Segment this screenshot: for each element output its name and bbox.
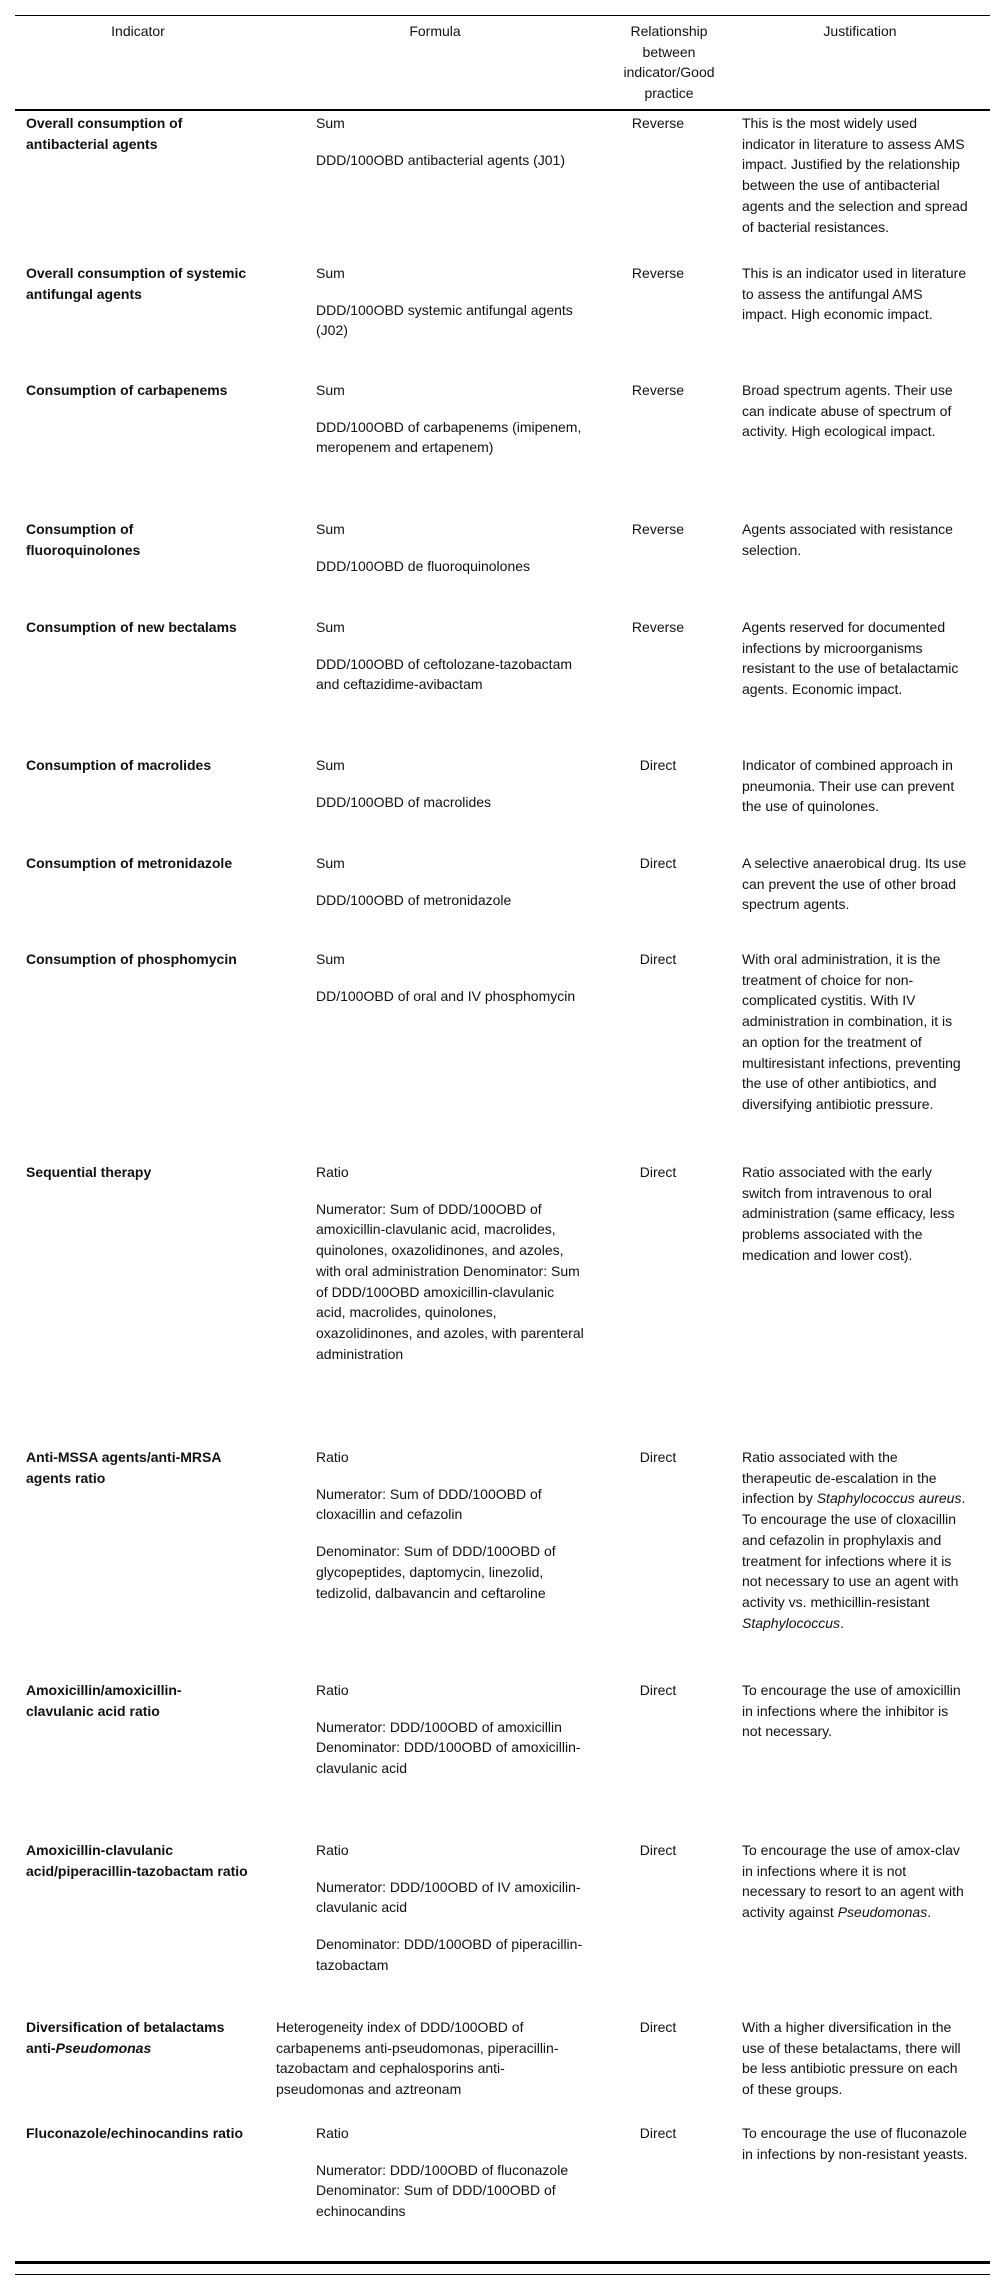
header-justification: Justification <box>823 23 897 39</box>
table-top-rule <box>15 15 990 16</box>
justification-text: To encourage the use of fluconazole in infections by non-resistant yeasts. <box>742 2125 968 2162</box>
relationship-cell: Reverse <box>631 265 685 281</box>
justification-text: Agents reserved for documented infections by microorganisms resistant to the use of betalactamic agents. Economic impact. <box>742 619 959 698</box>
justification-text: . <box>840 1614 844 1631</box>
relationship-cell: Direct <box>639 2125 677 2141</box>
justification-paragraph <box>742 519 970 560</box>
justification-paragraph <box>742 263 970 325</box>
indicator-text: Pseudomonas <box>55 2039 152 2056</box>
justification-text: Indicator of combined approach in pneumonia. Their use can prevent the use of quinolones. <box>742 757 955 815</box>
table-bottom-rule-thin <box>15 2274 990 2275</box>
formula-paragraph: DDD/100OBD of carbapenems (imipenem, meropenem and ertapenem) <box>316 418 582 456</box>
relationship-cell: Reverse <box>631 521 685 537</box>
formula-paragraph: DDD/100OBD of ceftolozane-tazobactam and ceftazidime-avibactam <box>316 655 573 693</box>
indicator-text: Fluconazole/echinocandins ratio <box>26 2125 244 2141</box>
indicator-cell <box>26 263 248 304</box>
indicator-cell <box>26 1840 248 1881</box>
indicator-text: Amoxicillin/amoxicillin-clavulanic acid ratio <box>26 1682 182 1719</box>
justification-text: A selective anaerobical drug. Its use can prevent the use of other broad spectrum agents. <box>742 855 967 913</box>
formula-paragraph: DDD/100OBD of macrolides <box>316 793 492 810</box>
indicator-text: Anti-MSSA agents/anti-MRSA agents ratio <box>26 1449 221 1486</box>
formula-paragraph: Numerator: DDD/100OBD of IV amoxicilin-clavulanic acid <box>316 1878 581 1916</box>
formula-paragraph: Heterogeneity index of DDD/100OBD of carbapenems anti-pseudomonas, piperacillin-tazobactam and cephalosporins anti-pseudomonas and aztreonam <box>276 2019 559 2098</box>
justification-cell <box>742 949 970 1115</box>
relationship-cell: Direct <box>639 1164 677 1180</box>
justification-text: Ratio associated with the early switch from intravenous to oral administration (same efficacy, less problems associated with the medication and lower cost). <box>742 1164 955 1263</box>
justification-paragraph <box>742 949 970 1115</box>
formula-paragraph: Sum <box>316 265 345 281</box>
formula-cell <box>316 1447 584 1603</box>
formula-cell <box>316 1680 584 1779</box>
justification-paragraph <box>742 1162 970 1266</box>
justification-text: This is an indicator used in literature to assess the antifungal AMS impact. High economic impact. <box>742 265 967 323</box>
justification-paragraph <box>742 853 970 915</box>
indicator-cell <box>26 380 248 401</box>
formula-paragraph: Numerator: DDD/100OBD of fluconazole Denominator: Sum of DDD/100OBD of echinocandins <box>316 2161 569 2220</box>
justification-paragraph <box>742 2123 970 2164</box>
formula-paragraph: Sum <box>316 115 345 131</box>
header-formula: Formula <box>409 23 461 39</box>
justification-text: This is the most widely used indicator in literature to assess AMS impact. Justified by the relationship between the use of antibacterial agents and the selection and spread of bacterial resistances. <box>742 115 968 235</box>
justification-cell <box>742 263 970 325</box>
formula-cell <box>316 853 584 910</box>
justification-cell <box>742 1840 970 1923</box>
justification-paragraph <box>742 2017 970 2100</box>
justification-paragraph <box>742 113 970 237</box>
indicator-cell <box>26 2017 248 2058</box>
relationship-cell: Direct <box>639 855 677 871</box>
justification-text: Staphylococcus aureus <box>816 1490 962 1507</box>
indicator-cell <box>26 1447 248 1488</box>
justification-paragraph <box>742 1680 970 1742</box>
formula-paragraph: DDD/100OBD antibacterial agents (J01) <box>316 151 566 168</box>
formula-paragraph: DDD/100OBD de fluoroquinolones <box>316 557 531 574</box>
indicator-text: Overall consumption of systemic antifungal agents <box>26 265 247 302</box>
indicator-cell <box>26 949 248 970</box>
indicator-cell <box>26 2123 248 2144</box>
formula-paragraph: Sum <box>316 951 345 967</box>
indicator-cell <box>26 755 248 776</box>
justification-text: . To encourage the use of cloxacillin and cefazolin in prophylaxis and treatment for infections where it is not necessary to use an agent with activity vs. methicillin-resistant <box>742 1490 966 1610</box>
justification-paragraph <box>742 1447 970 1633</box>
justification-paragraph <box>742 755 970 817</box>
formula-cell <box>316 755 584 812</box>
formula-paragraph: Numerator: Sum of DDD/100OBD of cloxacillin and cefazolin <box>316 1485 542 1523</box>
justification-cell <box>742 617 970 700</box>
relationship-cell: Direct <box>639 757 677 773</box>
justification-paragraph <box>742 617 970 700</box>
justification-cell <box>742 519 970 560</box>
formula-cell <box>316 1162 584 1364</box>
relationship-cell: Direct <box>639 1842 677 1858</box>
formula-paragraph: DDD/100OBD of metronidazole <box>316 891 512 908</box>
header-bottom-rule <box>15 109 990 111</box>
formula-paragraph: Sum <box>316 382 345 398</box>
indicator-text: Overall consumption of antibacterial agents <box>26 115 183 152</box>
relationship-cell: Reverse <box>631 115 685 131</box>
indicator-cell <box>26 853 248 874</box>
indicator-text: Consumption of fluoroquinolones <box>26 521 141 558</box>
indicator-cell <box>26 1162 248 1183</box>
formula-cell <box>316 1840 584 1976</box>
relationship-cell: Direct <box>639 1682 677 1698</box>
indicator-cell <box>26 617 248 638</box>
indicator-text: Consumption of phosphomycin <box>26 951 237 967</box>
justification-text: Pseudomonas <box>837 1904 928 1921</box>
formula-paragraph: Sum <box>316 855 345 871</box>
formula-paragraph: Numerator: Sum of DDD/100OBD of amoxicillin-clavulanic acid, macrolides, quinolones, oxazolidinones, and azoles, with oral administration Denominator: Sum of DDD/100OBD amoxicillin-clavulanic acid, macrolides, quinolones, oxazolidinones, and azoles, with parenteral administration <box>316 1200 584 1362</box>
justification-text: Agents associated with resistance selection. <box>742 521 953 558</box>
justification-text: Ratio associated with the therapeutic de-escalation in the infection by <box>742 1449 937 1507</box>
justification-text: With oral administration, it is the treatment of choice for non-complicated cystitis. With IV administration in combination, it is an option for the treatment of multiresistant infections, preventing the use of other antibiotics, and diversifying antibiotic pressure. <box>742 951 961 1112</box>
header-indicator: Indicator <box>111 23 165 39</box>
relationship-cell: Direct <box>639 951 677 967</box>
formula-cell <box>316 617 584 695</box>
indicator-text: Diversification of betalactams anti- <box>26 2019 225 2056</box>
formula-cell <box>316 2123 584 2222</box>
indicator-text: Consumption of macrolides <box>26 757 212 773</box>
formula-cell <box>316 519 584 576</box>
justification-cell <box>742 755 970 817</box>
table-bottom-rule-thick <box>15 2261 990 2264</box>
indicator-cell <box>26 1680 248 1721</box>
formula-paragraph: DD/100OBD of oral and IV phosphomycin <box>316 987 576 1004</box>
formula-paragraph: Sum <box>316 757 345 773</box>
justification-text: To encourage the use of amoxicillin in infections where the inhibitor is not necessary. <box>742 1682 961 1740</box>
justification-text: To encourage the use of amox-clav in infections where it is not necessary to resort to an agent with activity against <box>742 1842 964 1921</box>
indicator-text: Consumption of carbapenems <box>26 382 228 398</box>
formula-paragraph: Sum <box>316 619 345 635</box>
relationship-cell: Reverse <box>631 619 685 635</box>
justification-text: Broad spectrum agents. Their use can indicate abuse of spectrum of activity. High ecological impact. <box>742 382 953 440</box>
relationship-cell: Direct <box>639 1449 677 1465</box>
indicator-cell <box>26 519 248 560</box>
formula-cell <box>316 113 584 170</box>
formula-paragraph: Ratio <box>316 1682 349 1698</box>
formula-paragraph: Ratio <box>316 1164 349 1180</box>
formula-paragraph: Ratio <box>316 1449 349 1465</box>
formula-paragraph: Denominator: DDD/100OBD of piperacillin-tazobactam <box>316 1936 583 1973</box>
indicator-text: Consumption of new bectalams <box>26 619 237 635</box>
justification-cell <box>742 380 970 442</box>
justification-cell <box>742 1162 970 1266</box>
justification-text: With a higher diversification in the use of these betalactams, there will be less antibiotic pressure on each of these groups. <box>742 2019 961 2098</box>
relationship-cell: Reverse <box>631 382 685 398</box>
formula-cell <box>316 380 584 458</box>
justification-text: . <box>927 1904 932 1921</box>
justification-cell <box>742 853 970 915</box>
formula-paragraph: DDD/100OBD systemic antifungal agents (J02) <box>316 301 573 339</box>
formula-cell <box>276 2017 571 2100</box>
formula-cell <box>316 949 584 1006</box>
formula-paragraph: Ratio <box>316 2125 349 2141</box>
indicator-text: Amoxicillin-clavulanic acid/piperacillin-tazobactam ratio <box>26 1842 248 1879</box>
justification-cell <box>742 2017 970 2100</box>
justification-cell <box>742 1447 970 1633</box>
formula-paragraph: Denominator: Sum of DDD/100OBD of glycopeptides, daptomycin, linezolid, tedizolid, dalbavancin and ceftaroline <box>316 1543 556 1601</box>
indicator-cell <box>26 113 248 154</box>
indicator-text: Sequential therapy <box>26 1164 152 1180</box>
justification-cell <box>742 113 970 237</box>
indicator-text: Consumption of metronidazole <box>26 855 233 871</box>
formula-paragraph: Numerator: DDD/100OBD of amoxicillin Denominator: DDD/100OBD of amoxicillin-clavulanic acid <box>316 1718 581 1777</box>
formula-paragraph: Sum <box>316 521 345 537</box>
justification-cell <box>742 1680 970 1742</box>
justification-text: Staphylococcus <box>742 1614 841 1631</box>
relationship-cell: Direct <box>639 2019 677 2035</box>
justification-paragraph <box>742 1840 970 1923</box>
justification-paragraph <box>742 380 970 442</box>
header-relationship: Relationship between indicator/Good practice <box>623 23 715 102</box>
justification-cell <box>742 2123 970 2164</box>
formula-paragraph: Ratio <box>316 1842 349 1858</box>
formula-cell <box>316 263 584 341</box>
